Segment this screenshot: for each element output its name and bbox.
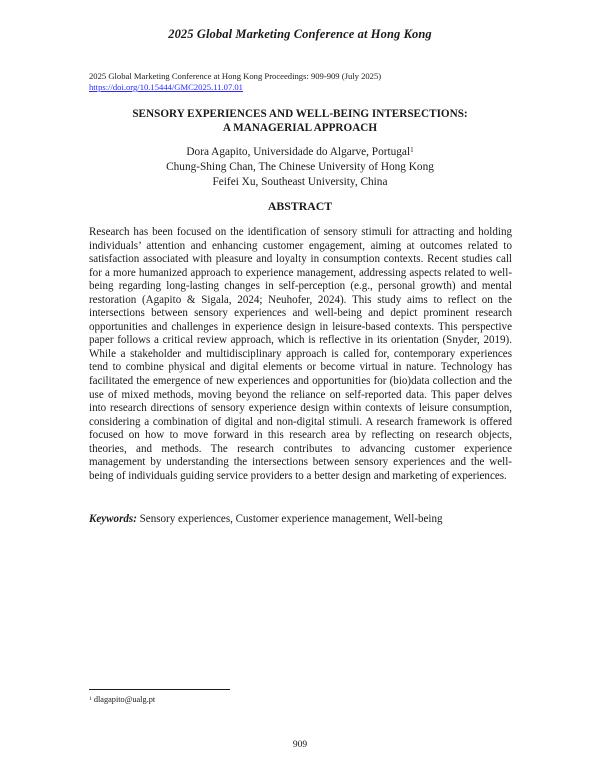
paper-title-line-2: A MANAGERIAL APPROACH	[222, 121, 378, 134]
doi-link[interactable]: https://doi.org/10.15444/GMC2025.11.07.01	[89, 82, 243, 92]
keywords-label: Keywords:	[89, 513, 137, 525]
abstract-heading: ABSTRACT	[267, 199, 333, 213]
author-affiliation: Chung-Shing Chan, The Chinese University of Hong Kong	[166, 161, 434, 173]
abstract-body: Research has been focused on the identification of sensory stimuli for attracting and holding individuals’ attention and enhancing customer engagement, aiming at outcomes related to satisfaction associated with pleasure and loyalty in consumption contexts. Recent studies call for a more humanized approach to experience management, addressing aspects related to well-being regarding long-lasting changes in self-perception (e.g., personal growth) and mental restoration (Agapito & Sigala, 2024; Neuhofer, 2024). This study aims to reflect on the intersections between sensory experiences and well-being and depict prominent research opportunities and challenges in experience design in leisure-based contexts. This perspective paper follows a critical review approach, which is reflective in its orientation (Snyder, 2019). While a stakeholder and multidisciplinary approach is called for, contemporary experiences tend to combine physical and digital elements or become virtual in nature. Technology has facilitated the emergence of new experiences and opportunities for (bio)data collection and the use of mixed methods, moving beyond the reliance on self-reported data. This paper delves into research directions of sensory experience design within contexts of leisure consumption, considering a combination of digital and non-digital stimuli. A research framework is offered focused on how to move forward in this research area by reflecting on research objects, theories, and methods. The research contributes to advancing customer experience management by understanding the intersections between sensory experiences and the well-being of individuals guiding service providers to a better design and marketing of experiences.	[89, 226, 512, 482]
paper-title-line-1: SENSORY EXPERIENCES AND WELL-BEING INTERSECTIONS:	[132, 108, 468, 120]
footnote-mark: 1	[89, 696, 92, 702]
author-line	[0, 160, 600, 175]
footnote-divider	[89, 689, 230, 690]
author-list	[0, 145, 600, 190]
author-line	[0, 145, 600, 160]
proceedings-citation: 2025 Global Marketing Conference at Hong Kong Proceedings: 909-909 (July 2025)	[89, 71, 382, 81]
keywords	[89, 512, 512, 526]
author-affiliation: Feifei Xu, Southeast University, China	[212, 176, 388, 188]
paper-title	[0, 108, 600, 135]
page-number: 909	[292, 740, 308, 750]
footnote	[89, 695, 155, 705]
running-head: 2025 Global Marketing Conference at Hong Kong	[168, 27, 432, 41]
footnote-email: dlagapito@ualg.pt	[93, 695, 156, 704]
author-line	[0, 175, 600, 190]
keywords-list: Sensory experiences, Customer experience management, Well-being	[139, 513, 443, 525]
footnote-marker: 1	[410, 146, 414, 154]
author-affiliation: Dora Agapito, Universidade do Algarve, Portugal	[186, 146, 411, 158]
